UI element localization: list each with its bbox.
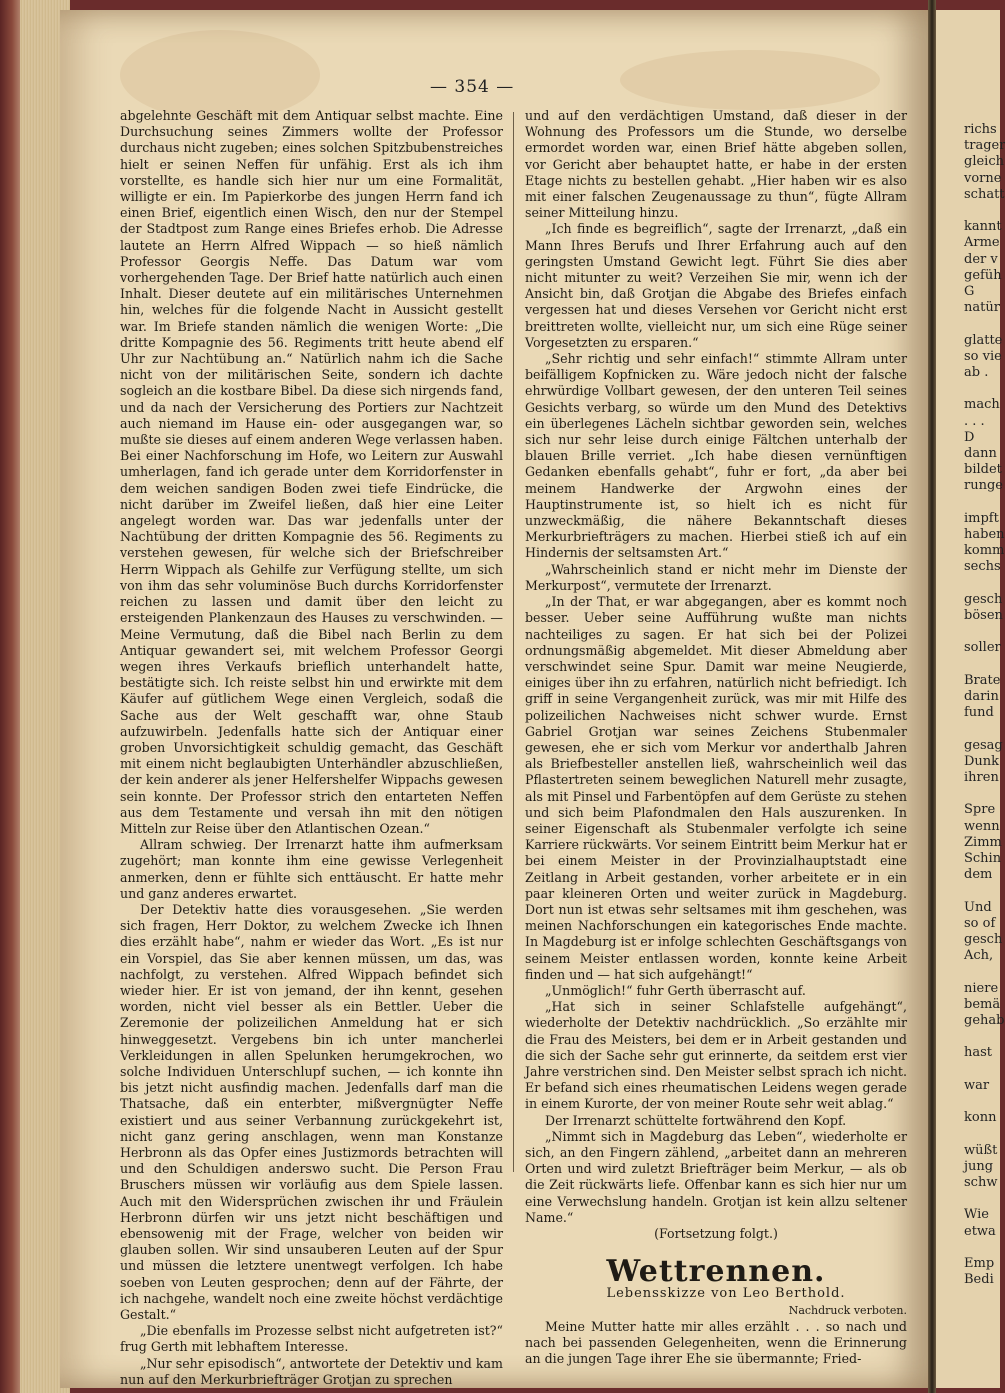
next-page-fragment: so of [964, 915, 996, 931]
next-page-fragment: dann [964, 446, 997, 461]
paragraph: „Nur sehr episodisch“, antwortete der Detektiv und kam nun auf den Merkurbriefträger Grotjan zu sprechen [120, 1355, 503, 1387]
next-page-fragment: hast [964, 1045, 993, 1061]
continued-note: (Fortsetzung folgt.) [654, 1226, 778, 1242]
next-page-fragment: darin [964, 689, 999, 704]
next-page-fragment: gefüh [964, 267, 1002, 283]
next-page-fragment: Ach, [964, 948, 994, 964]
next-page-fragment: Brate [964, 672, 1001, 688]
paragraph: abgelehnte Geschäft mit dem Antiquar selbst machte. Eine Durchsuchung seines Zimmers wollte der Professor durchaus nicht zugeben; eines solchen Spitzbubenstreiches hielt er seinen Neffen für unfähig. Erst als ich ihm vorstellte, es handle sich hier nur um eine Formalität, willigte er ein. Im Papierkorbe des jungen Herrn fand ich einen Brief, eigentlich einen Wisch, den nur der Stempel der Stadtpost zum Range eines Briefes erhob. Die Adresse lautete an Herrn Alfred Wippach — so hieß nämlich Professor Georgis Neffe. Das Datum war vom vorhergehenden Tage. Der Brief hatte natürlich auch einen Inhalt. Dieser deutete auf ein militärisches Unternehmen hin, welches für die folgende Nacht in Aussicht gestellt war. Im Briefe standen nämlich die wenigen Worte: „Die dritte Kompagnie des 56. Regiments tritt heute abend elf Uhr zur Nachtübung an.“ Natürlich nahm ich die Sache nicht von der militärischen Seite, sondern ich dachte sogleich an die kostbare Bibel. Da diese sich nirgends fand, und da nach der Versicherung des Portiers zur Nachtzeit auch niemand im Hause ein- oder ausgegangen war, so mußte sie dieses auf einem anderen Wege verlassen haben. Bei einer Nachforschung im Hofe, wo Leitern zur Auswahl umherlagen, fand ich gerade unter dem Korridorfenster in dem weichen sandigen Boden zwei tiefe Eindrücke, die nicht darüber im Zweifel ließen, daß hier eine Leiter angelegt worden war. Das war jedenfalls unter der Nachtübung der dritten Kompagnie des 56. Regiments zu verstehen gewesen, für welche sich der Briefschreiber Herrn Wippach als Gehilfe zur Verfügung stellte, um sich von ihm das sehr voluminöse Buch durchs Korridorfenster reichen zu lassen und damit über den leicht zu ersteigenden Plankenzaun des Hauses zu verschwinden. — Meine Vermutung, daß die Bibel nach Berlin zu dem Antiquar gewandert sei, mit welchem Professor Georgi wegen ihres Verkaufs brieflich unterhandelt hatte, bestätigte sich. Ich reiste selbst hin und erwirkte mit dem Käufer auf gütlichem Wege einen Vergleich, sodaß die Sache aus der Welt geschafft war, ohne Staub aufzuwirbeln. Jedenfalls hatte sich der Antiquar einer groben Unvorsichtigkeit schuldig gemacht, das Geschäft mit einem nicht beglaubigten Unterhändler abzuschließen, der kein anderer als jener Helfershelfer Wippachs gewesen sein konnte. Der Professor strich den entarteten Neffen aus dem Testamente und versah ihn mit den nötigen Mitteln zur Reise über den Atlantischen Ozean.“ [120, 108, 503, 836]
next-page-fragment: Dunk [964, 753, 1000, 769]
next-page-fragment: gehab [964, 1013, 1005, 1028]
book-binding [0, 0, 20, 1393]
next-page-fragment: so vie [964, 348, 1002, 364]
next-page-fragment: haben [964, 527, 1005, 542]
right-column [525, 108, 907, 1367]
next-page-fragment: Spre [964, 802, 996, 818]
paper-stain [120, 30, 320, 120]
next-page-fragment: bildet [964, 462, 1002, 478]
next-page-fragment: D [964, 429, 975, 445]
next-page-fragment: ab . [964, 365, 989, 380]
next-page-fragment: dem [964, 867, 993, 883]
next-page-fragment: gesch [964, 932, 1003, 947]
paragraph: „Sehr richtig und sehr einfach!“ stimmte Allram unter beifälligem Kopfnicken zu. Wäre jedoch nicht der falsche ehrwürdige Vollbart gewesen, der den unteren Teil seines Gesichts verbarg, so würde um den Mund des Detektivs ein überlegenes Lächeln sichtbar geworden sein, welches sich nur sehr leise durch einige Fältchen unterhalb der blauen Brille verriet. „Ich habe diesen vernünftigen Gedanken ebenfalls gehabt“, fuhr er fort, „da aber bei meinem Handwerke der Argwohn eines der Hauptinstrumente ist, so hielt ich es nicht für unzweckmäßig, die nähere Bekanntschaft dieses Merkurbriefträgers zu machen. Hierbei stieß ich auf ein Hindernis der seltsamsten Art.“ [525, 351, 907, 561]
paragraph: Allram schwieg. Der Irrenarzt hatte ihm aufmerksam zugehört; man konnte ihm eine gewisse Verlegenheit anmerken, denn er fühlte sich enttäuscht. Er hatte mehr und ganz anderes erwartet. [120, 837, 503, 901]
paper-stain [620, 50, 880, 110]
next-page-fragment: mach [964, 397, 1000, 413]
next-page-fragment: Wie [964, 1207, 989, 1223]
next-page-fragment: bemä [964, 996, 1001, 1012]
paragraph: und auf den verdächtigen Umstand, daß dieser in der Wohnung des Professors um die Stunde, wo derselbe ermordet worden war, einen Brief hätte abgeben sollen, vor Gericht aber behauptet hatte, er habe in der ersten Etage nichts zu bestellen gehabt. „Hier haben wir es also mit einer falschen Zeugenaussage zu thun“, fügte Allram seiner Mitteilung hinzu. [525, 108, 907, 221]
next-page-fragment: jung [964, 1158, 994, 1174]
reprint-notice: Nachdruck verboten. [788, 1303, 907, 1317]
next-page-fragment: wüßt [964, 1142, 998, 1158]
next-page-fragment: gesch [964, 591, 1003, 607]
next-page-fragment: wenn [964, 818, 1000, 834]
next-page-fragment: Schin [964, 851, 1002, 866]
next-page-fragment: trager [964, 138, 1005, 154]
next-page-fragment: Emp [964, 1256, 995, 1271]
paragraph: „In der That, er war abgegangen, aber es kommt noch besser. Ueber seine Aufführung wußte man nichts nachteiliges zu sagen. Er hat sich bei der Polizei ordnungsmäßig abgemeldet. Mit dieser Abmeldung aber verschwindet seine Spur. Damit war meine Neugierde, einiges über ihn zu erfahren, natürlich nicht befriedigt. Ich griff in seine Vergangenheit zurück, was mir mit Hilfe des polizeilichen Nachweises nicht schwer wurde. Ernst Gabriel Grotjan war seines Zeichens Stubenmaler gewesen, ehe er sich vom Merkur vor anderthalb Jahren als Briefbesteller anstellen ließ, wahrscheinlich weil das Pflastertreten seinem beweglichen Naturell mehr zusagte, als mit Pinsel und Farbentöpfen auf dem Gerüste zu stehen und sich beim Plafondmalen den Hals auszurenken. In seiner Eigenschaft als Stubenmaler verfolgte ich seine Karriere rückwärts. Vor seinem Eintritt beim Merkur hat er bei einem Meister in der Provinzialhauptstadt eine Zeitlang in Arbeit gestanden, vorher arbeitete er in ein paar kleineren Orten und weiter zurück in Magdeburg. Dort nun ist etwas sehr seltsames mit ihm geschehen, was meinen Nachforschungen ein kategorisches Ende machte. In Magdeburg ist er infolge schlechten Geschäftsgangs von seinem Meister entlassen worden, konnte keine Arbeit finden und — hat sich aufgehängt!“ [525, 594, 907, 982]
next-page-fragment: glatte [964, 332, 1003, 348]
paragraph: „Hat sich in seiner Schlafstelle aufgehängt“, wiederholte der Detektiv nachdrücklich. „So erzählte mir die Frau des Meisters, bei dem er in Arbeit gestanden und die sich der Sache sehr gut erinnerte, da seitdem erst vier Jahre verstrichen sind. Den Meister selbst sprach ich nicht. Er befand sich eines rheumatischen Leidens wegen gerade in einem Kurorte, der von meiner Route sehr weit ablag.“ [525, 999, 907, 1112]
next-page-fragment: war [964, 1077, 990, 1093]
book-gutter [928, 0, 936, 1393]
page-number: — 354 — [430, 77, 515, 97]
next-page-fragment: gesag [964, 737, 1003, 753]
next-page-fragment: sechs [964, 559, 1001, 575]
next-page-fragment: impft [964, 510, 999, 526]
next-page-fragment: Und [964, 899, 992, 915]
next-page-fragment: bösen [964, 608, 1003, 623]
next-page-fragment: Zimm [964, 834, 1002, 850]
paragraph: „Wahrscheinlich stand er nicht mehr im Dienste der Merkurpost“, vermutete der Irrenarzt. [525, 561, 907, 593]
next-page-fragment: komm [964, 543, 1005, 559]
next-page-fragment: niere [964, 980, 999, 996]
paragraph: „Die ebenfalls im Prozesse selbst nicht aufgetreten ist?“ frug Gerth mit lebhaftem Interesse. [120, 1323, 503, 1355]
next-page-edge [936, 10, 1005, 1388]
next-page-fragment: kannt [964, 219, 1002, 235]
next-page-fragment: schw [964, 1175, 998, 1190]
next-page-fragment: Arme [964, 235, 1000, 251]
left-column [120, 108, 503, 1388]
next-page-fragment: der v [964, 251, 998, 267]
next-page-fragment: richs [964, 122, 997, 137]
next-page-fragment: soller [964, 640, 1001, 656]
paragraph: „Unmöglich!“ fuhr Gerth überrascht auf. [545, 982, 806, 998]
paragraph: Der Detektiv hatte dies vorausgesehen. „Sie werden sich fragen, Herr Doktor, zu welchem Zwecke ich Ihnen dies erzählt habe“, nahm er wieder das Wort. „Es ist nur ein Vorspiel, das Sie aber kennen müssen, um das, was nachfolgt, zu verstehen. Alfred Wippach befindet sich wieder hier. Er ist von jemand, der ihn kennt, gesehen worden, nicht viel besser als ein Bettler. Ueber die Zeremonie der polizeilichen Anmeldung hat er sich hinweggesetzt. Vergebens bin ich unter mancherlei Verkleidungen in allen Spelunken herumgekrochen, wo solche Individuen Unterschlupf suchen, — ich konnte ihn bis jetzt nicht ausfindig machen. Jedenfalls darf man die Thatsache, daß ein enterbter, mißvergnügter Neffe existiert und aus seiner Verbannung zurückgekehrt ist, nicht ganz gering anschlagen, wenn man Konstanze Herbronn als das Opfer eines Justizmords betrachten will und den Schuldigen anderswo sucht. Die Person Frau Bruschers müssen wir vorläufig aus dem Spiele lassen. Auch mit den Widersprüchen zwischen ihr und Fräulein Herbronn dürfen wir uns jetzt nicht beschäftigen und ebensowenig mit der Frage, welcher von beiden wir glauben sollen. Wir sind unsauberen Leuten auf der Spur und müssen die letztere unentwegt verfolgen. Ich habe soeben von Leuten gesprochen; denn auf der Fährte, der ich nachgehe, wandelt noch eine zweite höchst verdächtige Gestalt.“ [120, 901, 503, 1323]
paragraph: „Ich finde es begreiflich“, sagte der Irrenarzt, „daß ein Mann Ihres Berufs und Ihrer Erfahrung auch auf den geringsten Umstand Gewicht legt. Führt Sie dies aber nicht mitunter zu weit? Verzeihen Sie mir, wenn ich der Ansicht bin, daß Grotjan die Abgabe des Briefes einfach vergessen hat und dieses Versehen vor Gericht nicht erst breittreten wollte, vielleicht nur, um sich eine Rüge seiner Vorgesetzten zu ersparen.“ [525, 221, 907, 350]
paragraph: Der Irrenarzt schüttelte fortwährend den Kopf. [545, 1112, 847, 1128]
paragraph: „Nimmt sich in Magdeburg das Leben“, wiederholte er sich, an den Fingern zählend, „arbeitet dann an mehreren Orten und wird zuletzt Briefträger beim Merkur, — als ob die Zeit rückwärts liefe. Offenbar kann es sich hier nur um eine Verwechslung handeln. Grotjan ist kein allzu seltener Name.“ [525, 1128, 907, 1225]
story-subtitle: Lebensskizze von Leo Berthold. [606, 1286, 846, 1302]
story-opening: Meine Mutter hatte mir alles erzählt . . . so nach und nach bei passenden Gelegenheiten, wenn die Erinnerung an die jungen Tage ihrer Ehe sie übermannte; Fried- [525, 1318, 907, 1367]
next-page-fragment: vorne [964, 170, 1002, 186]
next-page-fragment: runge [964, 478, 1003, 494]
next-page-fragment: natür [964, 300, 1000, 316]
next-page-fragment: Bedi [964, 1272, 994, 1288]
next-page-fragment: schatt [964, 186, 1005, 202]
column-divider [513, 112, 514, 1172]
next-page-fragment: konn [964, 1110, 997, 1126]
next-page-fragment: G [964, 284, 975, 299]
story-title: Wettrennen. [606, 1254, 826, 1290]
next-page-fragment: . . . [964, 413, 985, 429]
next-page-fragment: gleich [964, 154, 1004, 170]
next-page-fragment: etwa [964, 1223, 996, 1239]
next-page-fragment: ihren [964, 770, 999, 785]
next-page-fragment: fund [964, 705, 994, 721]
